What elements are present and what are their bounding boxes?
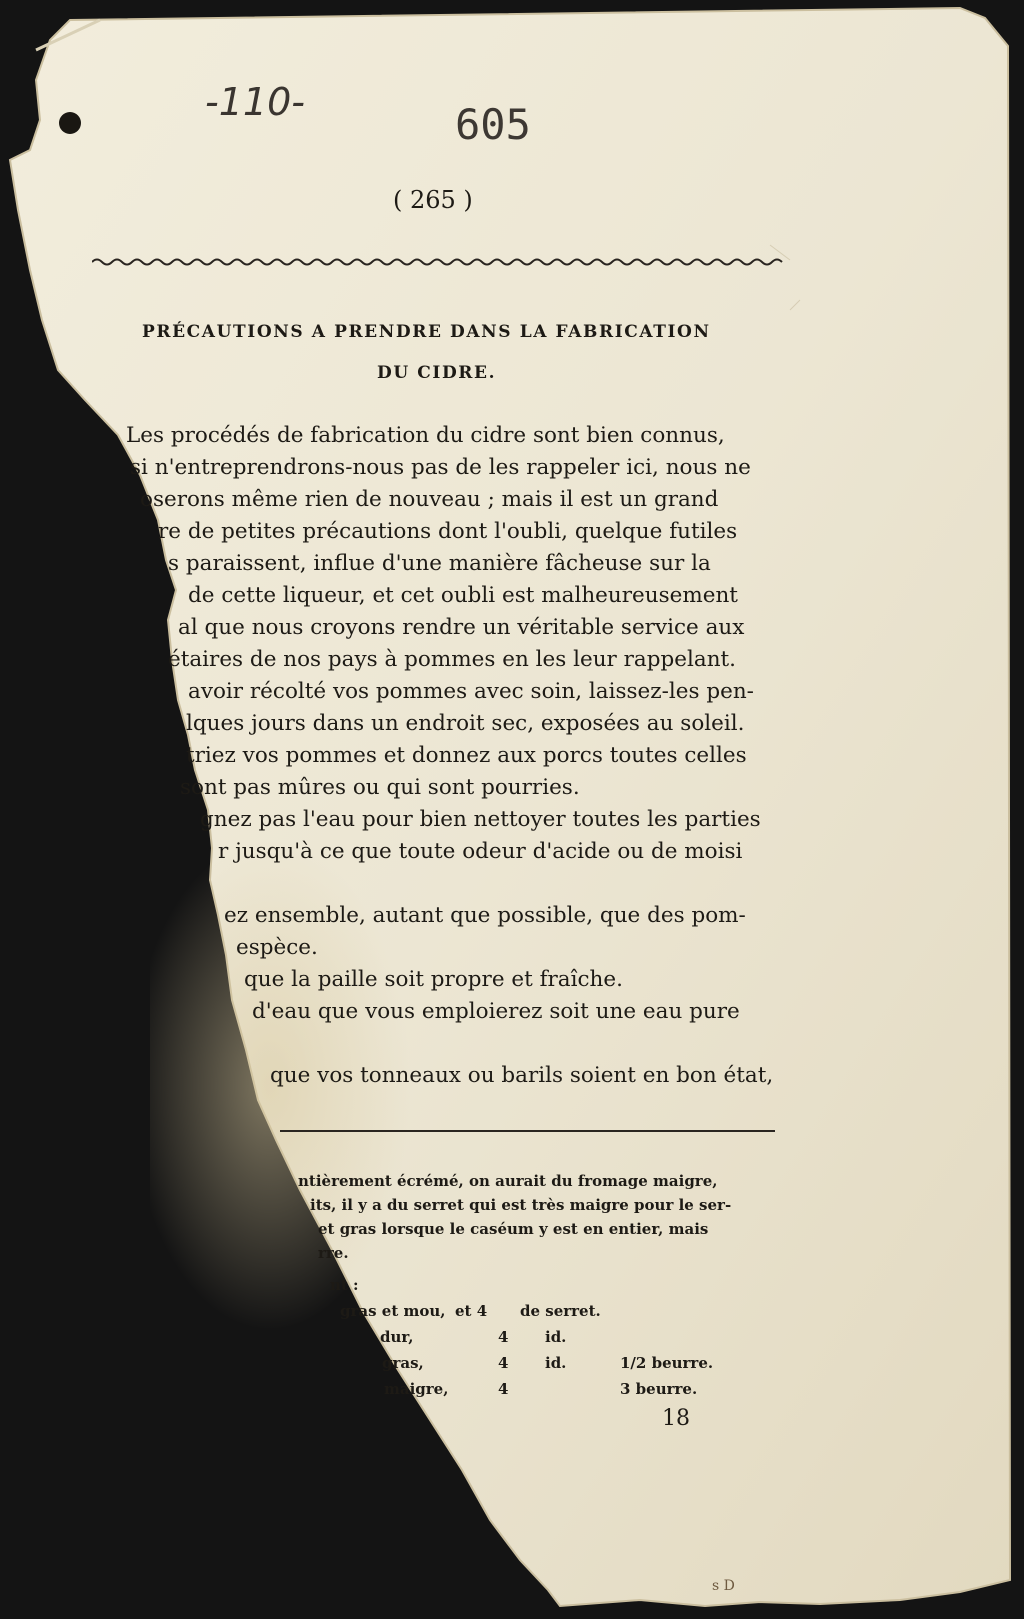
article-title-line2: DU CIDRE. bbox=[377, 363, 497, 383]
body-line: lques jours dans un endroit sec, exposées au soleil. bbox=[186, 711, 745, 736]
body-line: que la paille soit propre et fraîche. bbox=[244, 967, 623, 992]
footnote-line: et gras lorsque le caséum y est en entier, mais bbox=[318, 1220, 709, 1238]
stamped-number: 605 bbox=[455, 100, 531, 149]
footnote-table-cell: gras et mou, bbox=[340, 1302, 446, 1320]
footnote-table-cell: 1/2 beurre. bbox=[620, 1354, 714, 1372]
body-line: Les procédés de fabrication du cidre sont bien connus, bbox=[126, 423, 725, 448]
body-line: triez vos pommes et donnez aux porcs toutes celles bbox=[186, 743, 747, 768]
footnote-table-cell: 3 beurre. bbox=[620, 1380, 698, 1398]
footnote-line: ntièrement écrémé, on aurait du fromage maigre, bbox=[298, 1172, 718, 1190]
footnote-line: rre. bbox=[318, 1244, 349, 1262]
body-line: oserons même rien de nouveau ; mais il est un grand bbox=[140, 487, 719, 512]
footnote-table-cell: gras, bbox=[382, 1354, 424, 1372]
body-line: gnez pas l'eau pour bien nettoyer toutes les parties bbox=[200, 807, 761, 832]
body-line: sont pas mûres ou qui sont pourries. bbox=[180, 775, 580, 800]
body-line: r jusqu'à ce que toute odeur d'acide ou de moisi bbox=[218, 839, 743, 864]
edge-marks: s D bbox=[712, 1578, 735, 1594]
body-line: espèce. bbox=[236, 935, 318, 960]
body-line: de cette liqueur, et cet oubli est malheureusement bbox=[188, 583, 738, 608]
footnote-table-cell: 4 bbox=[498, 1354, 509, 1372]
footnote-table-cell: 4 bbox=[498, 1380, 509, 1398]
footnote-table-cell: 4 bbox=[498, 1328, 509, 1346]
wavy-rule bbox=[92, 255, 787, 269]
footnote-line: its, il y a du serret qui est très maigre pour le ser- bbox=[310, 1196, 732, 1214]
footnote-table-cell: de serret. bbox=[520, 1302, 601, 1320]
body-line: étaires de nos pays à pommes en les leur rappelant. bbox=[168, 647, 737, 672]
body-line: al que nous croyons rendre un véritable service aux bbox=[178, 615, 745, 640]
body-line: s paraissent, influe d'une manière fâcheuse sur la bbox=[168, 551, 711, 576]
paper-stain bbox=[150, 700, 550, 1400]
footnote-table-cell: et 4 bbox=[455, 1302, 488, 1320]
pin-hole bbox=[59, 112, 81, 134]
article-title-line1: PRÉCAUTIONS A PRENDRE DANS LA FABRICATION bbox=[142, 322, 711, 342]
body-line: re de petites précautions dont l'oubli, quelque futiles bbox=[158, 519, 738, 544]
page-number: ( 265 ) bbox=[393, 186, 473, 214]
footnote-line: nt : bbox=[330, 1276, 359, 1294]
body-line: ez ensemble, autant que possible, que des pom- bbox=[224, 903, 746, 928]
handwritten-number: -110- bbox=[205, 80, 305, 124]
footnote-rule bbox=[280, 1130, 775, 1132]
footnote-table-cell: maigre, bbox=[384, 1380, 449, 1398]
signature-mark: 18 bbox=[662, 1406, 690, 1431]
footnote-table-cell: id. bbox=[545, 1328, 567, 1346]
footnote-table-cell: dur, bbox=[380, 1328, 414, 1346]
body-line: que vos tonneaux ou barils soient en bon état, bbox=[270, 1063, 774, 1088]
body-line: si n'entreprendrons-nous pas de les rappeler ici, nous ne bbox=[130, 455, 751, 480]
body-line: d'eau que vous emploierez soit une eau pure bbox=[252, 999, 740, 1024]
body-line: avoir récolté vos pommes avec soin, laissez-les pen- bbox=[188, 679, 754, 704]
footnote-table-cell: id. bbox=[545, 1354, 567, 1372]
